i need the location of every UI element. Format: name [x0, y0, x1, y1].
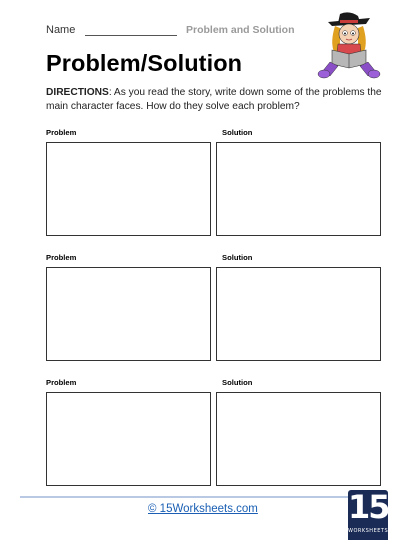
directions-body: : As you read the story, write down some of the problems the main character faces. How do they solve each problem?: [46, 87, 382, 112]
page-title: Problem/Solution: [46, 50, 243, 76]
directions-text: [46, 86, 386, 114]
logo-text: WORKSHEETS.COM: [348, 528, 404, 534]
footer-copyright-link[interactable]: © 15Worksheets.com: [148, 503, 258, 515]
solution-box-2[interactable]: [216, 267, 381, 361]
solution-label-3: Solution: [222, 378, 253, 387]
problem-label-3: Problem: [46, 378, 77, 387]
problem-box-3[interactable]: [46, 392, 211, 486]
girl-reading-illustration: [316, 10, 382, 80]
name-label: Name: [46, 24, 76, 36]
solution-label-2: Solution: [222, 253, 253, 262]
solution-box-3[interactable]: [216, 392, 381, 486]
problem-label-1: Problem: [46, 128, 77, 137]
footer-divider: [20, 496, 360, 498]
header-subtitle: Problem and Solution: [186, 24, 295, 36]
logo-number: 15: [348, 488, 389, 526]
solution-box-1[interactable]: [216, 142, 381, 236]
problem-label-2: Problem: [46, 253, 77, 262]
name-line[interactable]: [85, 35, 177, 36]
problem-box-1[interactable]: [46, 142, 211, 236]
solution-label-1: Solution: [222, 128, 253, 137]
problem-box-2[interactable]: [46, 267, 211, 361]
directions-label: DIRECTIONS: [46, 87, 109, 98]
